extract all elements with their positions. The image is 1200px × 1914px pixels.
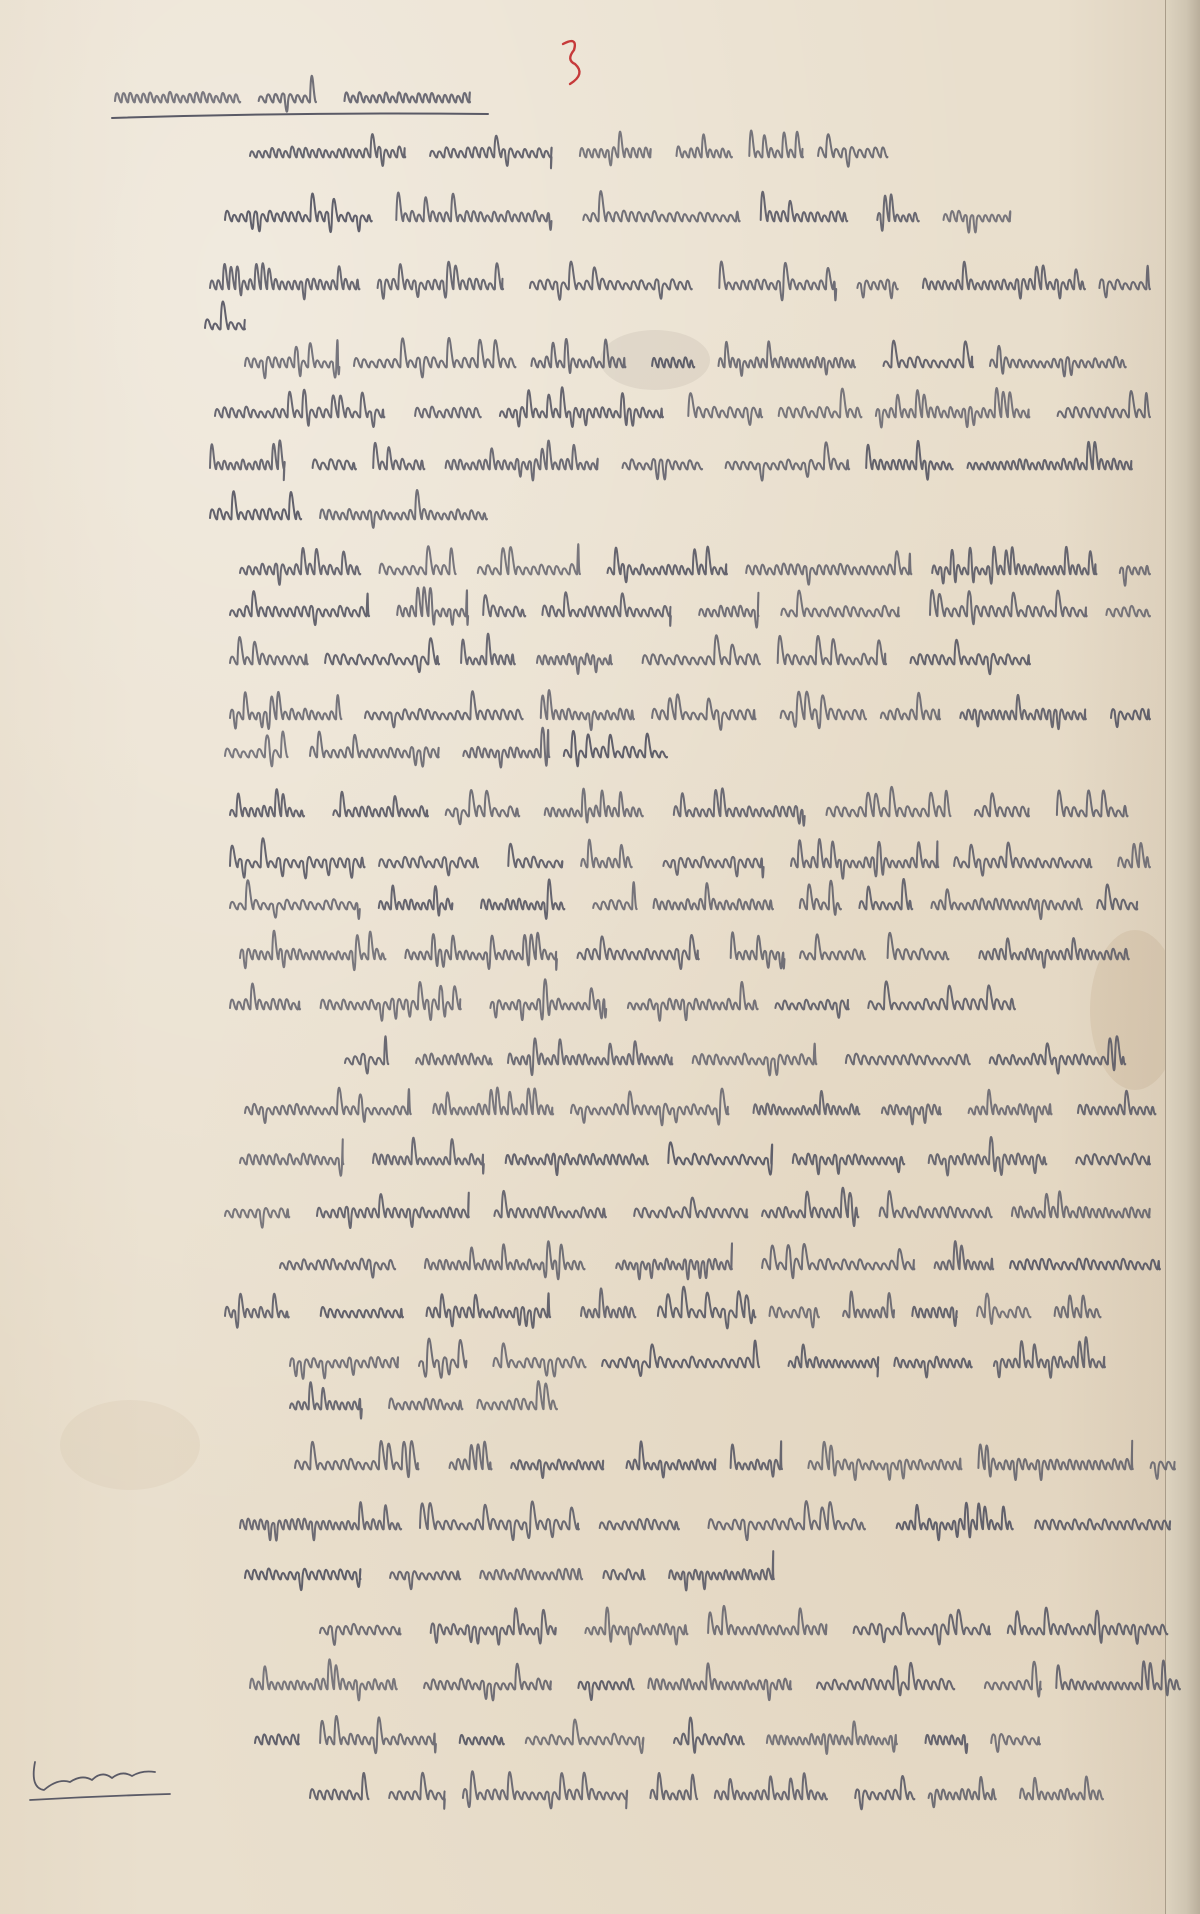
handwritten-word [433,1088,553,1115]
handwritten-line [230,587,1150,627]
handwritten-word [715,1773,827,1799]
handwritten-word [379,885,453,915]
handwritten-word [354,338,516,377]
handwritten-word [608,547,728,583]
handwritten-word [990,346,1126,377]
handwritten-word [781,692,867,729]
handwritten-word [1055,1296,1101,1318]
handwritten-word [255,1734,299,1744]
handwritten-word [932,547,1096,584]
handwritten-word [450,1442,492,1470]
handwritten-word [817,1663,954,1695]
handwritten-word [210,440,285,480]
handwritten-word [719,262,836,301]
page-number-mark [563,41,579,84]
handwritten-word [859,879,912,909]
handwritten-word [652,694,756,730]
handwritten-line [280,1241,1160,1279]
handwritten-word [313,459,356,469]
handwritten-word [240,1139,343,1175]
handwritten-line [210,262,1150,301]
handwritten-word [616,1243,732,1279]
handwritten-word [897,1503,1013,1540]
handwritten-line [115,76,470,112]
handwritten-word [1076,1154,1150,1165]
handwritten-line [295,1441,1175,1480]
handwritten-word [295,1441,419,1477]
handwritten-line [210,490,487,528]
handwritten-word [990,1036,1126,1073]
handwritten-word [225,194,372,233]
margin-signature-stroke [30,1762,170,1800]
handwritten-word [210,263,360,299]
handwritten-word [320,1624,401,1645]
handwritten-word [800,934,865,959]
handwritten-word [762,1244,914,1278]
handwritten-word [245,340,339,378]
handwritten-word [493,1343,585,1376]
heading-underline-stroke [112,114,488,119]
handwritten-word [463,1771,627,1808]
handwritten-word [290,1382,362,1418]
handwritten-line [225,1188,1150,1228]
handwritten-word [1012,1191,1150,1217]
handwritten-word [699,593,758,628]
handwritten-word [791,839,938,879]
handwritten-word [585,1608,687,1645]
handwritten-line [310,1771,1103,1809]
handwritten-word [245,1568,361,1590]
handwritten-word [225,731,288,766]
handwritten-word [526,1720,644,1754]
handwritten-word [719,341,856,376]
handwritten-word [930,590,1087,624]
handwritten-word [578,1679,633,1700]
handwritten-word [929,1777,996,1807]
handwritten-word [855,1776,914,1809]
handwritten-word [1120,566,1150,586]
handwritten-word [320,1716,436,1753]
handwritten-word [494,1191,606,1218]
handwritten-word [603,1569,644,1579]
handwritten-line [290,1337,1105,1379]
handwritten-line [290,1381,557,1418]
handwritten-line [250,1659,1180,1700]
handwritten-word [789,1345,879,1377]
handwritten-word [857,280,897,299]
handwritten-word [506,1154,648,1175]
handwritten-word [205,302,245,330]
handwritten-word [770,1306,820,1327]
handwritten-word [541,690,634,730]
handwritten-word [240,548,360,585]
handwritten-word [321,1307,403,1317]
handwritten-word [310,732,439,767]
handwritten-word [365,691,523,727]
handwritten-word [405,933,557,970]
handwritten-line [345,1036,1125,1075]
handwritten-word [652,357,694,367]
handwritten-word [876,388,1030,427]
handwritten-word [866,441,953,480]
handwritten-line [205,302,245,330]
handwritten-word [581,1288,635,1317]
handwritten-word [793,1154,905,1175]
handwritten-word [668,1142,772,1174]
handwritten-word [481,879,564,918]
handwritten-word [431,1608,556,1644]
handwritten-word [379,856,478,875]
handwritten-word [677,134,733,157]
handwritten-word [994,1337,1105,1378]
handwritten-word [225,1208,289,1228]
handwritten-word [882,1104,941,1124]
handwritten-word [929,1137,1047,1175]
handwritten-word [708,1606,826,1635]
handwritten-line [255,1716,1040,1754]
handwritten-word [846,1054,970,1065]
handwritten-word [658,1287,756,1329]
handwritten-word [623,459,703,479]
handwritten-word [969,1090,1052,1122]
handwritten-word [461,634,515,665]
handwritten-word [1106,606,1150,617]
handwritten-line [250,131,888,169]
handwritten-word [571,1089,729,1126]
handwritten-line [230,838,1150,878]
handwritten-line [245,1088,1156,1126]
handwritten-line [215,387,1150,427]
handwritten-line [240,1501,1170,1540]
handwritten-word [478,544,580,574]
handwritten-word [240,1502,401,1540]
handwritten-word [245,1088,411,1123]
handwritten-word [1078,1091,1156,1115]
handwritten-word [1057,790,1128,816]
handwritten-word [230,789,304,816]
handwritten-word [290,1357,398,1379]
handwritten-word [923,262,1085,299]
handwritten-word [600,1519,679,1530]
handwritten-word [511,1460,603,1478]
handwritten-word [545,789,643,823]
handwritten-word [463,728,549,768]
handwritten-word [1151,1462,1175,1479]
handwritten-line [225,728,667,768]
handwritten-word [345,92,471,102]
handwritten-word [460,1735,504,1744]
handwritten-word [477,1381,557,1409]
handwritten-word [674,1718,744,1753]
handwritten-word [628,982,758,1021]
handwritten-word [1010,1259,1160,1270]
handwritten-line [245,338,1126,378]
handwritten-word [746,551,911,584]
handwritten-word [881,693,940,720]
handwritten-word [508,844,562,868]
handwritten-word [580,132,651,166]
handwritten-word [800,881,841,915]
handwritten-word [778,636,886,665]
handwritten-word [843,1291,894,1317]
handwritten-word [389,1398,462,1409]
handwritten-word [894,1357,972,1378]
handwritten-text-lines [115,76,1180,1810]
handwritten-word [115,92,240,103]
handwritten-word [669,1551,774,1590]
handwritten-word [446,790,520,824]
handwritten-line [230,634,1030,675]
handwritten-word [397,587,468,625]
handwritten-word [888,933,949,960]
handwritten-word [396,192,551,229]
handwritten-word [446,441,598,481]
handwritten-word [490,979,606,1020]
handwritten-word [935,1241,994,1269]
handwritten-word [975,793,1029,816]
handwritten-word [427,1293,551,1328]
handwritten-word [926,1735,968,1753]
handwritten-word [762,1188,858,1226]
red-page-mark-stroke [563,41,579,84]
handwritten-line [230,787,1128,826]
handwritten-word [1020,1777,1103,1800]
handwritten-word [389,1773,445,1809]
handwritten-word [593,882,637,909]
handwritten-word [424,1664,551,1701]
handwritten-word [944,211,1011,233]
handwritten-word [333,792,428,817]
handwritten-word [674,788,805,825]
handwritten-word [250,134,405,166]
handwritten-word [230,591,369,625]
heading-underline [112,114,488,119]
handwritten-word [884,341,974,368]
handwritten-word [537,654,612,674]
handwritten-word [345,1036,388,1073]
handwritten-word [808,1442,961,1480]
handwritten-word [761,192,848,222]
handwritten-word [240,931,386,970]
handwritten-line [240,1137,1150,1176]
handwritten-word [416,1054,492,1065]
handwritten-word [634,1198,747,1218]
handwritten-word [877,194,919,230]
handwritten-word [654,883,774,909]
handwritten-word [230,880,360,919]
handwritten-word [321,982,461,1021]
handwritten-word [373,1138,484,1174]
handwritten-word [991,1734,1040,1752]
handwritten-word [731,1441,782,1476]
handwritten-word [1097,884,1137,909]
handwritten-word [1008,1608,1168,1644]
handwritten-word [709,1501,866,1540]
handwritten-word [230,637,308,664]
handwritten-word [325,638,439,672]
handwritten-word [985,1662,1041,1697]
handwritten-word [320,490,487,528]
handwritten-word [954,843,1091,876]
handwritten-word [578,935,699,969]
handwritten-word [419,1339,466,1378]
handwritten-word [508,1038,672,1075]
handwritten-line [225,1287,1101,1329]
handwritten-word [1118,843,1150,867]
handwritten-word [480,1569,582,1580]
handwritten-word [911,640,1031,674]
handwritten-line [240,544,1150,586]
handwritten-word [775,1000,848,1018]
handwritten-word [693,1044,817,1076]
handwritten-line [245,1551,774,1590]
handwritten-word [977,1294,1030,1324]
handwritten-word [373,443,424,470]
handwritten-word [854,1610,991,1645]
handwritten-word [767,1721,897,1754]
handwritten-word [215,390,384,427]
handwritten-word [230,984,300,1010]
handwritten-word [663,857,763,878]
handwritten-word [583,191,739,221]
handwritten-word [749,131,803,158]
handwritten-word [483,595,525,616]
handwritten-word [380,546,456,574]
handwritten-word [731,932,785,968]
handwritten-word [531,339,625,373]
handwritten-word [931,889,1082,919]
handwritten-word [779,389,862,418]
handwritten-word [602,1341,759,1376]
handwritten-word [827,787,951,817]
handwritten-word [500,387,663,427]
handwritten-word [648,1663,791,1700]
handwritten-word [310,1773,369,1800]
handwritten-word [818,134,887,166]
handwritten-word [1056,1661,1180,1696]
handwritten-word [643,635,760,664]
handwritten-word [280,1259,395,1278]
handwritten-word [378,262,504,299]
handwritten-word [425,1241,585,1279]
handwritten-word [754,1091,860,1114]
handwritten-line [230,879,1137,919]
handwritten-word [542,592,670,626]
handwritten-line [210,440,1132,480]
handwritten-word [1058,391,1150,417]
handwritten-word [230,838,365,878]
margin-signature [30,1762,170,1800]
handwritten-word [627,1441,716,1477]
handwritten-word [880,1191,992,1217]
handwritten-word [415,407,481,418]
handwritten-word [868,981,1015,1009]
handwritten-word [210,491,301,519]
handwritten-line [225,191,1010,232]
handwritten-line [240,931,1129,970]
handwritten-word [650,1773,697,1799]
handwritten-word [781,591,899,617]
handwritten-word [390,1571,460,1589]
handwritten-word [230,692,341,729]
handwritten-word [960,695,1086,729]
handwritten-line [230,690,1150,730]
handwritten-word [726,442,850,480]
handwritten-word [420,1501,579,1540]
handwritten-word [978,1441,1132,1480]
handwritten-word [912,1307,957,1326]
handwritten-word [564,731,667,766]
handwritten-word [1035,1519,1170,1529]
handwritten-word [317,1193,469,1228]
handwritten-word [430,136,552,169]
handwritten-word [530,262,692,300]
handwritten-word [968,442,1132,470]
handwritten-line [230,979,1015,1020]
handwritten-word [250,1659,397,1700]
handwritten-word [225,1294,289,1328]
handwritten-word [979,938,1129,968]
handwritten-word [1111,709,1150,727]
handwritten-line [320,1606,1167,1645]
handwritten-word [688,393,762,425]
handwritten-word [581,840,632,868]
handwritten-word [1099,266,1150,298]
handwritten-word [259,76,316,112]
